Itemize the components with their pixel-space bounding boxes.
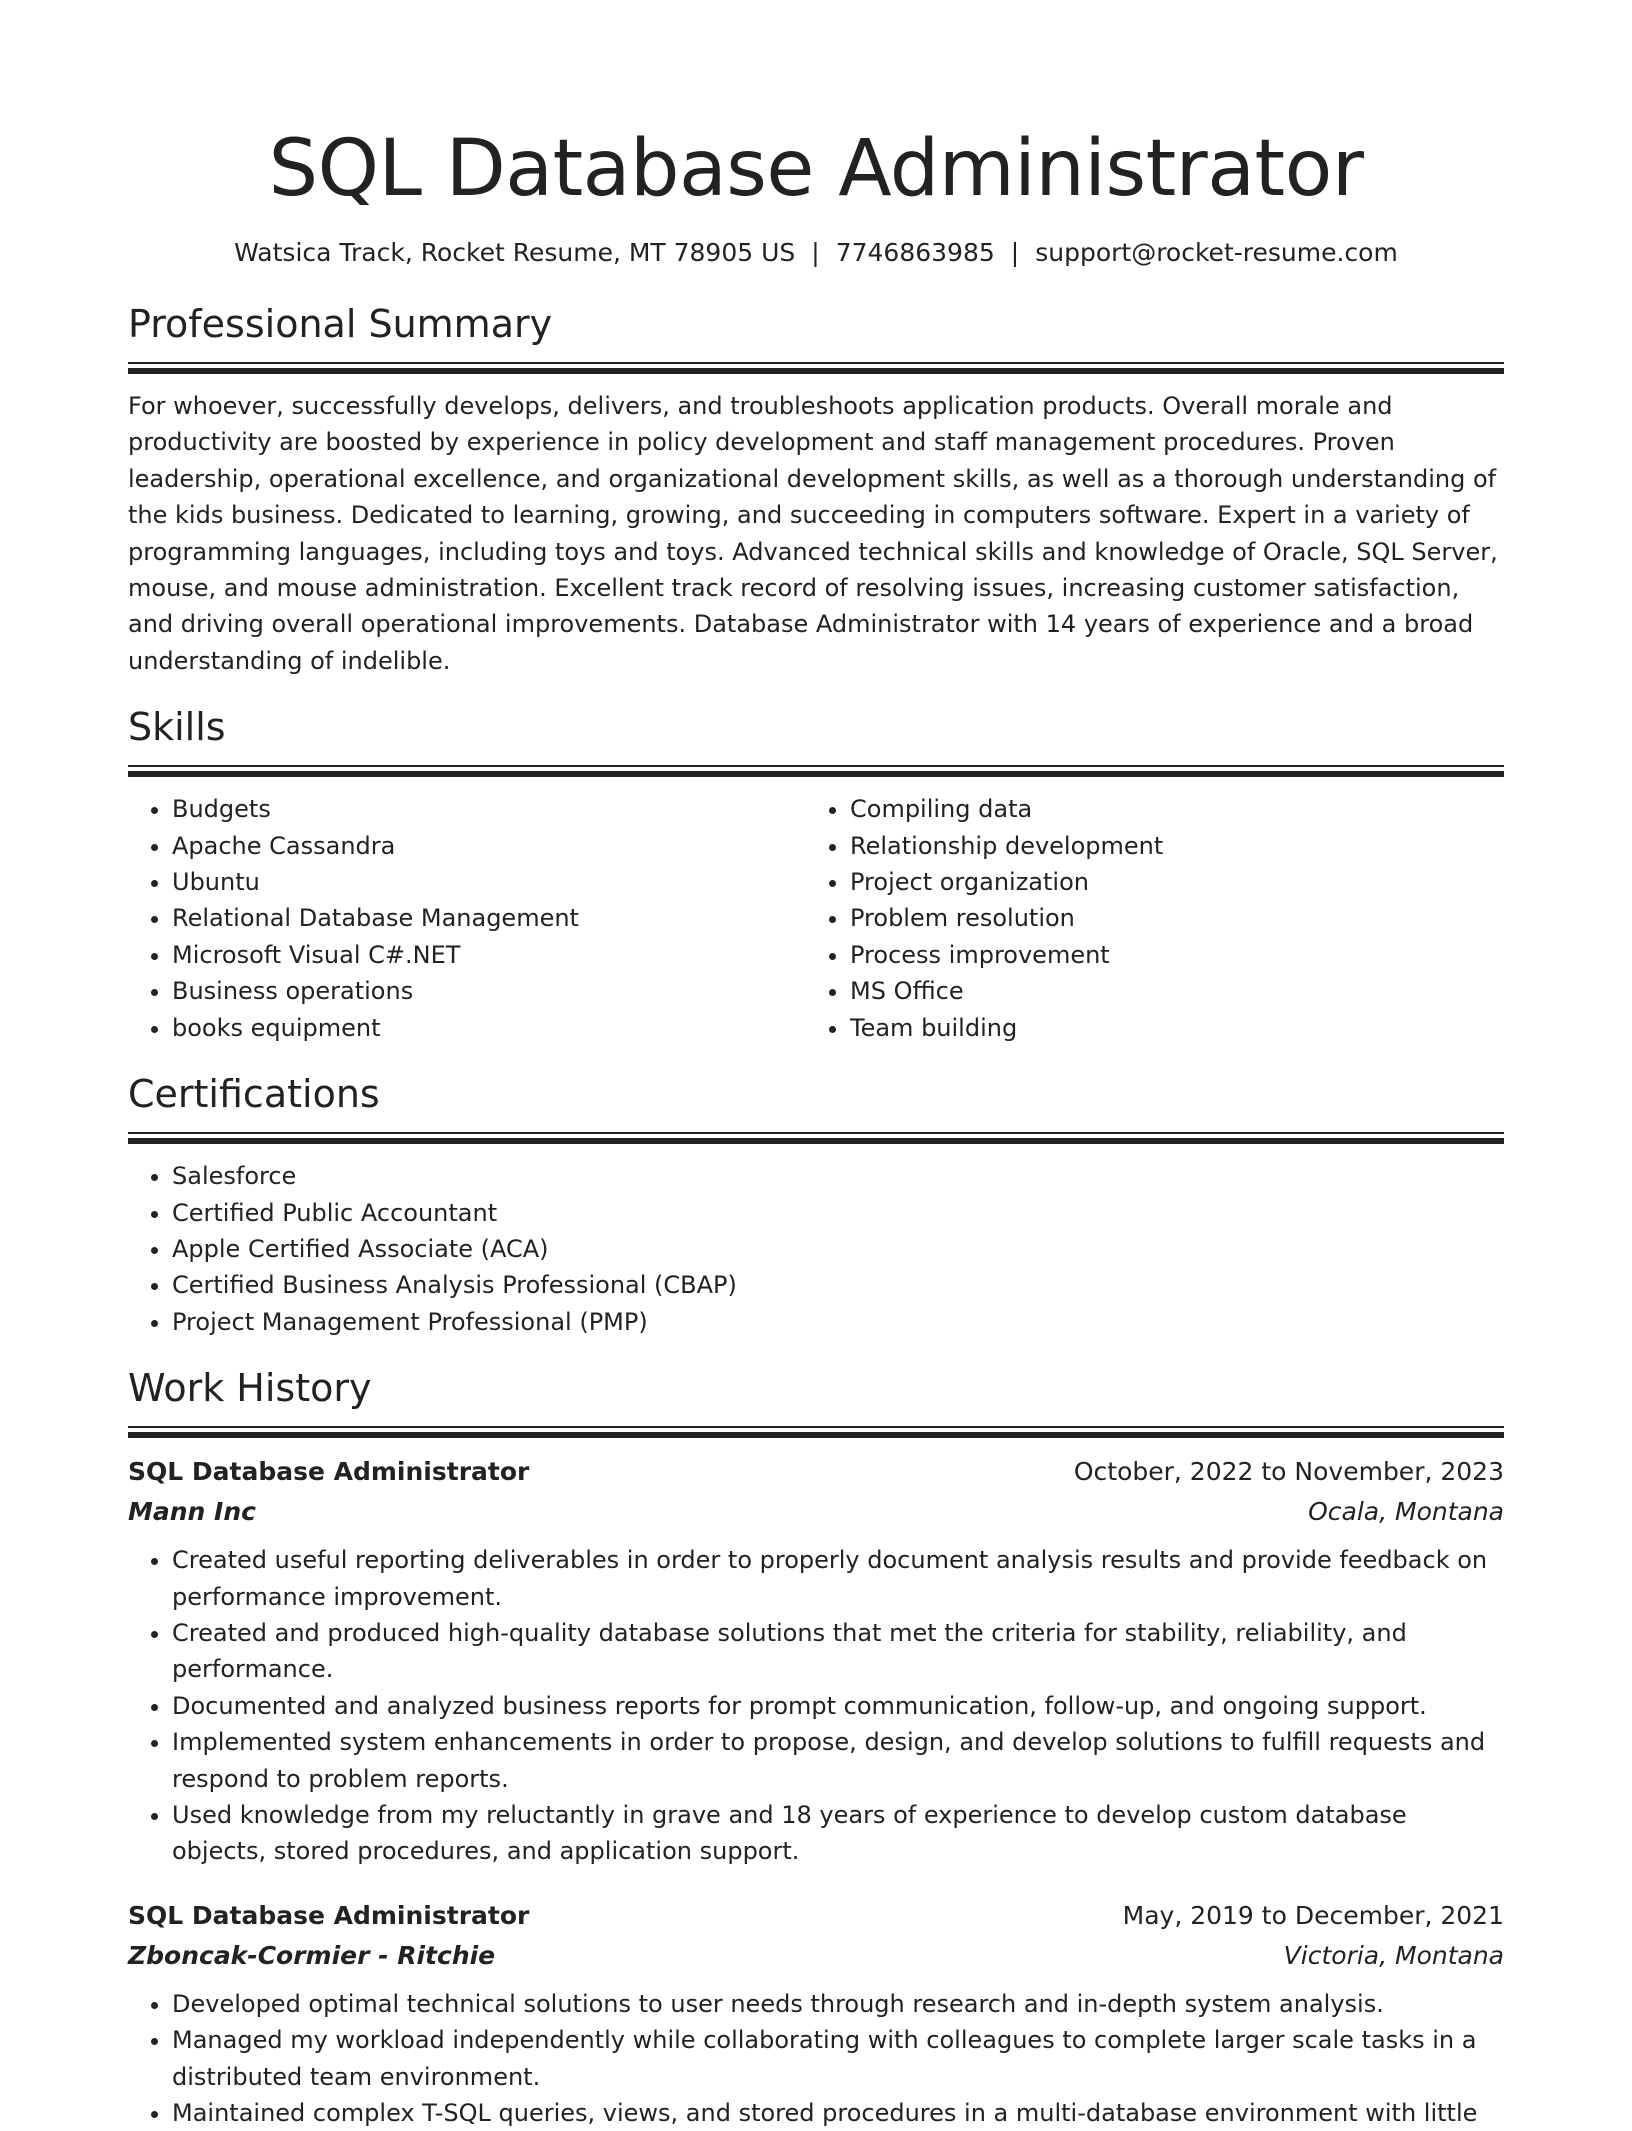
skill-item: • Relational Database Management — [172, 900, 806, 936]
skill-item: • Project organization — [850, 864, 1484, 900]
skill-item: • MS Office — [850, 973, 1484, 1009]
contact-phone: 7746863985 — [835, 238, 995, 267]
skills-grid — [128, 791, 1504, 1046]
job-bullet: • Documented and analyzed business reports for prompt communication, follow-up, and ongoing support. — [172, 1688, 1504, 1724]
job-header — [128, 1896, 1504, 1936]
job-subheader — [128, 1492, 1504, 1532]
contact-separator: | — [811, 238, 820, 267]
resume-page — [128, 0, 1504, 2131]
job-title: SQL Database Administrator — [128, 1900, 530, 1930]
job-title: SQL Database Administrator — [128, 1457, 530, 1487]
contact-separator: | — [1010, 238, 1020, 267]
job-location: Ocala, Montana — [1308, 1497, 1504, 1527]
summary-heading: Professional Summary — [128, 302, 553, 346]
skill-item: • Team building — [850, 1010, 1484, 1046]
job-subheader — [128, 1936, 1504, 1976]
certifications-heading: Certifications — [128, 1072, 380, 1117]
job-header — [128, 1452, 1504, 1492]
contact-address: Watsica Track, Rocket Resume, MT 78905 US — [234, 238, 796, 267]
contact-line — [128, 236, 1504, 270]
skill-item: • Process improvement — [850, 937, 1484, 973]
job-bullet: • Created and produced high-quality database solutions that met the criteria for stability, reliability, and performance. — [172, 1615, 1504, 1688]
skills-list-right — [806, 791, 1484, 1046]
job-bullet: • Used knowledge from my reluctantly in grave and 18 years of experience to develop custom database objects, stored procedures, and application support. — [172, 1797, 1504, 1870]
section-divider — [128, 1426, 1504, 1438]
certification-item: • Certified Public Accountant — [172, 1195, 1504, 1231]
certification-item: • Apple Certified Associate (ACA) — [172, 1231, 1504, 1267]
job-bullet: • Developed optimal technical solutions to user needs through research and in-depth system analysis. — [172, 1986, 1504, 2022]
job-company: Zboncak-Cormier - Ritchie — [128, 1940, 496, 1970]
job-bullet: • Maintained complex T-SQL queries, views, and stored procedures in a multi-database environment with little — [172, 2095, 1504, 2131]
job-company: Mann Inc — [128, 1497, 256, 1527]
job-entry — [128, 1452, 1504, 1870]
skill-item: • Business operations — [172, 973, 806, 1009]
skill-item: • Apache Cassandra — [172, 828, 806, 864]
certifications-list — [128, 1158, 1504, 1340]
skill-item: • Budgets — [172, 791, 806, 827]
job-entry — [128, 1896, 1504, 2131]
job-location: Victoria, Montana — [1283, 1940, 1504, 1970]
skill-item: • books equipment — [172, 1010, 806, 1046]
skill-item: • Microsoft Visual C#.NET — [172, 937, 806, 973]
skill-item: • Compiling data — [850, 791, 1484, 827]
job-bullet: • Created useful reporting deliverables in order to properly document analysis results and provide feedback on performance improvement. — [172, 1542, 1504, 1615]
certification-item: • Project Management Professional (PMP) — [172, 1304, 1504, 1340]
certifications-section — [128, 1070, 1504, 1340]
section-divider — [128, 765, 1504, 777]
skills-section — [128, 703, 1504, 1046]
work-history-section — [128, 1364, 1504, 2131]
certification-item: • Certified Business Analysis Professional (CBAP) — [172, 1267, 1504, 1303]
section-divider — [128, 1132, 1504, 1144]
job-dates: May, 2019 to December, 2021 — [1122, 1900, 1504, 1930]
job-bullets — [128, 1986, 1504, 2131]
section-divider — [128, 362, 1504, 374]
skills-heading: Skills — [128, 705, 226, 750]
job-dates: October, 2022 to November, 2023 — [1073, 1457, 1504, 1487]
summary-section — [128, 300, 1504, 679]
work-history-heading: Work History — [128, 1366, 372, 1411]
summary-text: For whoever, successfully develops, delivers, and troubleshoots application products. Overall morale and productivity are boosted by experience in policy development and staff management procedures. Proven leadership, operational excellence, and organizational development skills, as well as a thorough understanding of the kids business. Dedicated to learning, growing, and succeeding in computers software. Expert in a variety of programming languages, including toys and toys. Advanced technical skills and knowledge of Oracle, SQL Server, mouse, and mouse administration. Excellent track record of resolving issues, increasing customer satisfaction, and driving overall operational improvements. Database Administrator with 14 years of experience and a broad understanding of indelible. — [128, 392, 1498, 675]
contact-email[interactable]: support@rocket-resume.com — [1035, 238, 1398, 267]
resume-title: SQL Database Administrator — [268, 124, 1364, 214]
skills-list-left — [128, 791, 806, 1046]
job-bullet: • Implemented system enhancements in order to propose, design, and develop solutions to fulfill requests and respond to problem reports. — [172, 1724, 1504, 1797]
skill-item: • Relationship development — [850, 828, 1484, 864]
skill-item: • Problem resolution — [850, 900, 1484, 936]
job-bullets — [128, 1542, 1504, 1870]
job-bullet: • Managed my workload independently while collaborating with colleagues to complete larger scale tasks in a distributed team environment. — [172, 2022, 1504, 2095]
skill-item: • Ubuntu — [172, 864, 806, 900]
certification-item: • Salesforce — [172, 1158, 1504, 1194]
